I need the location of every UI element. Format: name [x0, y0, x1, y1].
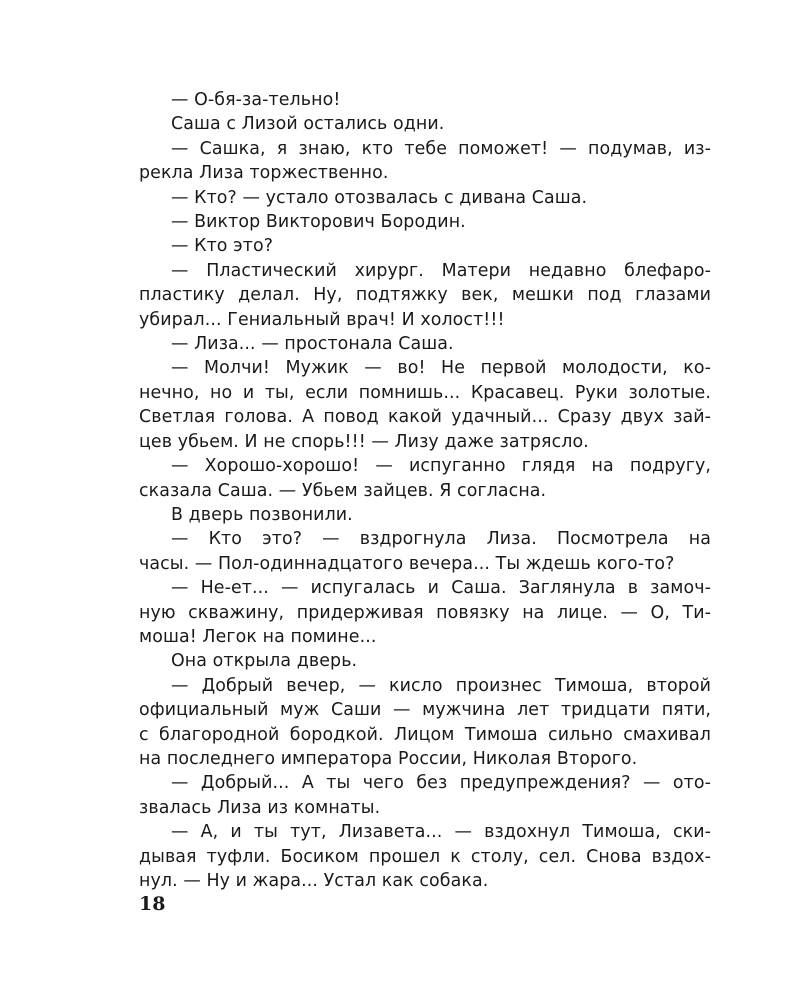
paragraph — [139, 649, 711, 673]
text-line: с благородной бородкой. Лицом Тимоша сильно смахивал — [139, 724, 711, 745]
paragraph — [139, 186, 711, 210]
text-line: моша! Легок на помине... — [139, 626, 377, 647]
text-line: сказала Саша. — Убьем зайцев. Я согласна. — [139, 480, 547, 501]
text-line: нул. — Ну и жара... Устал как собака. — [139, 871, 489, 891]
text-line: — Кто? — устало отозвалась с дивана Саша. — [171, 187, 588, 208]
paragraph — [139, 112, 711, 136]
text-line: В дверь позвонили. — [171, 504, 353, 525]
paragraph — [139, 820, 711, 893]
text-line: — Добрый... А ты чего без предупреждения? — ото- — [171, 773, 711, 794]
paragraph — [139, 454, 711, 503]
text-line: дывая туфли. Босиком прошел к столу, сел. Снова вздох- — [139, 846, 711, 867]
text-line: цев убьем. И не спорь!!! — Лизу даже затрясло. — [139, 431, 589, 452]
text-line: звалась Лиза из комнаты. — [139, 797, 381, 818]
text-line: на последнего императора России, Николая Второго. — [139, 748, 638, 769]
paragraph — [139, 503, 711, 527]
text-line: — А, и ты тут, Лизавета... — вздохнул Тимоша, ски- — [171, 822, 711, 843]
text-line: — Хорошо-хорошо! — испуганно глядя на подругу, — [171, 456, 711, 477]
text-line: убирал... Гениальный врач! И холост!!! — [139, 309, 505, 330]
text-line: Саша с Лизой остались одни. — [171, 114, 445, 135]
text-line: — Виктор Викторович Бородин. — [171, 212, 466, 233]
paragraph — [139, 88, 711, 112]
text-line: Светлая голова. А повод какой удачный... Сразу двух зай- — [139, 407, 711, 428]
text-line: нечно, но и ты, если помнишь... Красавец. Руки золотые. — [139, 382, 711, 403]
text-line: — О-бя-за-тельно! — [171, 90, 341, 110]
page-number: 18 — [139, 893, 166, 915]
page-text-body — [139, 88, 711, 893]
text-line: пластику делал. Ну, подтяжку век, мешки под глазами — [139, 285, 711, 306]
paragraph — [139, 210, 711, 234]
paragraph — [139, 356, 711, 454]
paragraph — [139, 674, 711, 772]
paragraph — [139, 234, 711, 258]
text-line: — Пластический хирург. Матери недавно блефаро- — [171, 260, 711, 281]
text-line: рекла Лиза торжественно. — [139, 163, 389, 184]
text-line: — Добрый вечер, — кисло произнес Тимоша, второй — [171, 675, 711, 696]
paragraph — [139, 527, 711, 576]
paragraph — [139, 576, 711, 649]
text-line: — Сашка, я знаю, кто тебе поможет! — подумав, из- — [171, 138, 711, 159]
text-line: ную скважину, придерживая повязку на лице. — О, Ти- — [139, 602, 711, 623]
text-line: — Лиза... — простонала Саша. — [171, 334, 454, 355]
text-line: Она открыла дверь. — [171, 651, 358, 672]
text-line: — Кто это? — [171, 236, 274, 257]
text-line: — Кто это? — вздрогнула Лиза. Посмотрела на — [171, 529, 711, 550]
text-line: часы. — Пол-одиннадцатого вечера... Ты ждешь кого-то? — [139, 553, 675, 574]
text-line: — Не-ет... — испугалась и Саша. Заглянула в замоч- — [171, 578, 711, 599]
paragraph — [139, 771, 711, 820]
paragraph — [139, 259, 711, 332]
paragraph — [139, 137, 711, 186]
text-line: — Молчи! Мужик — во! Не первой молодости, ко- — [171, 358, 711, 379]
paragraph — [139, 332, 711, 356]
text-line: официальный муж Саши — мужчина лет тридцати пяти, — [139, 700, 711, 721]
